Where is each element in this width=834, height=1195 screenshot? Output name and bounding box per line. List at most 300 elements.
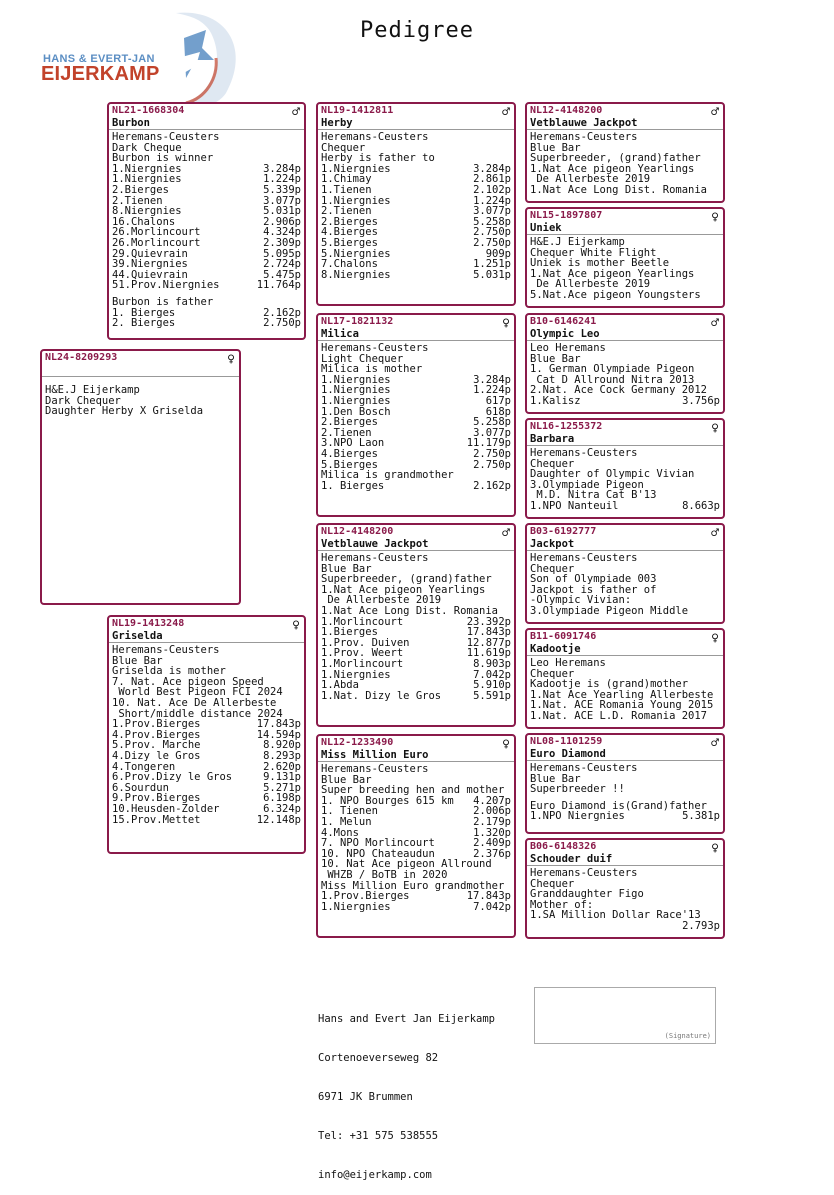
line-text: 39.Niergnies bbox=[112, 258, 188, 271]
female-symbol-icon: ♀ bbox=[711, 631, 719, 646]
ring-number: NL19-1412811 bbox=[321, 105, 394, 116]
pigeon-card bbox=[525, 207, 725, 308]
line-text: Chequer bbox=[530, 877, 575, 890]
male-symbol-icon: ♂ bbox=[711, 105, 719, 120]
line-text: World Best Pigeon FCI 2024 bbox=[112, 686, 283, 699]
line-text: H&E.J Eijerkamp bbox=[530, 236, 625, 248]
line-value: 8.903p bbox=[473, 657, 511, 670]
result-line bbox=[321, 606, 511, 617]
result-line bbox=[321, 902, 511, 913]
result-line bbox=[112, 185, 301, 196]
female-symbol-icon: ♀ bbox=[502, 316, 510, 331]
line-text: 1.Prov.Bierges bbox=[321, 890, 410, 903]
result-line bbox=[321, 553, 511, 564]
line-text: WHZB / BoTB in 2020 bbox=[321, 868, 448, 881]
contact-line: Hans and Evert Jan Eijerkamp bbox=[318, 1013, 496, 1025]
ring-number: NL24-8209293 bbox=[45, 352, 118, 363]
line-text: 1.Niergnies bbox=[321, 384, 391, 397]
line-text: 1.Prov.Bierges bbox=[112, 718, 201, 731]
line-text: 3.Olympiade Pigeon bbox=[530, 478, 644, 491]
line-text: Super breeding hen and mother bbox=[321, 784, 505, 797]
line-text: Heremans-Ceusters bbox=[530, 131, 638, 143]
line-text: 1.Morlincourt bbox=[321, 615, 404, 628]
line-text: 2.Tienen bbox=[321, 205, 372, 218]
pigeon-card bbox=[525, 313, 725, 414]
pigeon-name: Burbon bbox=[112, 117, 150, 129]
card-header bbox=[318, 525, 514, 551]
line-value: 2.750p bbox=[263, 317, 301, 330]
line-value: 5.475p bbox=[263, 268, 301, 281]
male-symbol-icon: ♂ bbox=[711, 316, 719, 331]
line-value: 2.724p bbox=[263, 258, 301, 271]
card-body bbox=[109, 130, 304, 331]
line-text: 15.Prov.Mettet bbox=[112, 813, 201, 826]
line-text: 5.Prov. Marche bbox=[112, 739, 201, 752]
line-text: Heremans-Ceusters bbox=[321, 342, 429, 354]
line-value: 1.224p bbox=[473, 384, 511, 397]
line-value: 2.750p bbox=[473, 458, 511, 471]
result-line bbox=[321, 238, 511, 249]
pigeon-name: Milica bbox=[321, 328, 359, 340]
card-body bbox=[527, 446, 723, 514]
line-text: 29.Quievrain bbox=[112, 247, 188, 260]
line-value: 5.381p bbox=[682, 810, 720, 823]
line-text: Son of Olympiade 003 bbox=[530, 573, 657, 586]
line-text: 1.SA Million Dollar Race'13 bbox=[530, 909, 701, 922]
line-text: 1.Niergnies bbox=[321, 900, 391, 913]
result-line bbox=[321, 185, 511, 196]
line-text: De Allerbeste 2019 bbox=[321, 594, 442, 607]
line-value: 618p bbox=[485, 405, 511, 418]
card-body bbox=[527, 130, 723, 198]
line-value: 2.179p bbox=[473, 815, 511, 828]
female-symbol-icon: ♀ bbox=[227, 352, 235, 367]
line-text: 2. Bierges bbox=[112, 317, 176, 330]
line-text: Light Chequer bbox=[321, 352, 404, 365]
pigeon-card bbox=[525, 418, 725, 519]
signature-label: (Signature) bbox=[664, 1032, 711, 1040]
line-text: 10. Nat. Ace De Allerbeste bbox=[112, 696, 277, 709]
card-body bbox=[318, 551, 514, 703]
female-symbol-icon: ♀ bbox=[292, 618, 300, 633]
line-value: 7.042p bbox=[473, 668, 511, 681]
pigeon-name: Herby bbox=[321, 117, 353, 129]
line-value: 12.148p bbox=[256, 813, 301, 826]
card-header bbox=[527, 420, 723, 446]
result-line bbox=[530, 343, 720, 354]
line-text: 1. NPO Bourges 615 km bbox=[321, 794, 454, 807]
line-value: 6.198p bbox=[263, 792, 301, 805]
line-value: 2.309p bbox=[263, 236, 301, 249]
line-value: 2.750p bbox=[473, 226, 511, 239]
line-text: Cat D Allround Nitra 2013 bbox=[530, 373, 695, 386]
card-body bbox=[318, 762, 514, 914]
line-text: Daughter Herby X Griselda bbox=[45, 405, 204, 418]
line-value: 5.271p bbox=[263, 781, 301, 794]
line-text: Blue Bar bbox=[530, 352, 581, 365]
line-text: 3.Olympiade Pigeon Middle bbox=[530, 604, 689, 617]
line-value: 2.793p bbox=[682, 919, 720, 932]
ring-number: NL12-1233490 bbox=[321, 737, 394, 748]
card-header bbox=[42, 351, 239, 377]
line-text: 1.Niergnies bbox=[112, 173, 182, 186]
result-line bbox=[530, 501, 720, 512]
result-line bbox=[530, 290, 720, 301]
result-line bbox=[112, 698, 301, 709]
line-text: 7. NPO Morlincourt bbox=[321, 837, 435, 850]
line-value: 2.409p bbox=[473, 837, 511, 850]
line-value: 5.095p bbox=[263, 247, 301, 260]
line-text: Herby is father to bbox=[321, 152, 435, 165]
line-value: 14.594p bbox=[256, 728, 301, 741]
pigeon-name: Olympic Leo bbox=[530, 328, 600, 340]
line-value: 1.224p bbox=[263, 173, 301, 186]
line-value: 3.284p bbox=[263, 162, 301, 175]
line-value: 2.861p bbox=[473, 173, 511, 186]
pigeon-card bbox=[525, 838, 725, 939]
result-line bbox=[530, 448, 720, 459]
line-text: Miss Million Euro grandmother bbox=[321, 879, 505, 892]
line-value: 3.284p bbox=[473, 373, 511, 386]
line-value: 4.207p bbox=[473, 794, 511, 807]
female-symbol-icon: ♀ bbox=[711, 841, 719, 856]
line-text: 2.Nat. Ace Cock Germany 2012 bbox=[530, 384, 708, 397]
male-symbol-icon: ♂ bbox=[502, 526, 510, 541]
line-text: 1.Nat Ace pigeon Yearlings bbox=[321, 583, 486, 596]
line-text: 1.Nat. ACE Romania Young 2015 bbox=[530, 699, 714, 712]
result-line bbox=[45, 385, 236, 396]
line-text: Blue Bar bbox=[321, 773, 372, 786]
line-text: Dark Cheque bbox=[112, 141, 182, 154]
line-value: 1.251p bbox=[473, 258, 511, 271]
contact-line: info@eijerkamp.com bbox=[318, 1169, 432, 1181]
female-symbol-icon: ♀ bbox=[711, 210, 719, 225]
line-text: 1.Tienen bbox=[321, 183, 372, 196]
result-line bbox=[530, 606, 720, 617]
line-text: Short/middle distance 2024 bbox=[112, 707, 283, 720]
line-text: 5.Nat.Ace pigeon Youngsters bbox=[530, 288, 701, 301]
line-value: 2.906p bbox=[263, 215, 301, 228]
line-text: -Olympic Vivian: bbox=[530, 594, 632, 607]
card-header bbox=[527, 104, 723, 130]
line-text: Chequer White Flight bbox=[530, 246, 657, 259]
line-text: 1.Chimay bbox=[321, 173, 372, 186]
line-text: 4.Bierges bbox=[321, 226, 378, 239]
card-body bbox=[527, 761, 723, 824]
result-line bbox=[112, 280, 301, 291]
line-text: 7.Chalons bbox=[321, 258, 378, 271]
line-value: 17.843p bbox=[466, 890, 511, 903]
result-line bbox=[112, 132, 301, 143]
card-body bbox=[318, 130, 514, 282]
line-text: 1. Bierges bbox=[321, 479, 385, 492]
line-text: 10. NPO Chateaudun bbox=[321, 847, 435, 860]
line-value: 8.663p bbox=[682, 499, 720, 512]
result-line bbox=[321, 817, 511, 828]
line-text: Chequer bbox=[530, 667, 575, 680]
line-value: 2.376p bbox=[473, 847, 511, 860]
line-text: Heremans-Ceusters bbox=[321, 763, 429, 775]
line-text: De Allerbeste 2019 bbox=[530, 278, 651, 291]
male-symbol-icon: ♂ bbox=[502, 105, 510, 120]
line-value: 8.293p bbox=[263, 749, 301, 762]
line-text: 26.Morlincourt bbox=[112, 236, 201, 249]
result-line bbox=[321, 481, 511, 492]
line-value: 17.843p bbox=[466, 626, 511, 639]
result-line bbox=[530, 711, 720, 722]
result-line bbox=[530, 784, 720, 795]
line-text: Uniek is mother Beetle bbox=[530, 257, 670, 270]
line-text: 4.Dizy le Gros bbox=[112, 749, 201, 762]
line-text: 1.Kalisz bbox=[530, 394, 581, 407]
line-text: Blue Bar bbox=[530, 141, 581, 154]
line-text: 5.Bierges bbox=[321, 236, 378, 249]
line-value: 909p bbox=[485, 247, 511, 260]
card-body bbox=[527, 235, 723, 303]
line-value: 11.179p bbox=[466, 437, 511, 450]
line-text: Leo Heremans bbox=[530, 657, 606, 669]
line-text: 1.Abda bbox=[321, 679, 359, 692]
card-header bbox=[527, 840, 723, 866]
pigeon-card bbox=[107, 615, 306, 854]
pigeon-card bbox=[316, 523, 516, 727]
line-text: Heremans-Ceusters bbox=[321, 552, 429, 564]
line-value: 5.339p bbox=[263, 183, 301, 196]
card-body bbox=[42, 377, 239, 419]
line-text: 1.NPO Niergnies bbox=[530, 810, 625, 823]
result-line bbox=[530, 658, 720, 669]
pigeon-card bbox=[525, 523, 725, 624]
line-text: 1.Niergnies bbox=[321, 373, 391, 386]
ring-number: B10-6146241 bbox=[530, 316, 597, 327]
line-text: 8.Niergnies bbox=[321, 268, 391, 281]
line-text: 16.Chalons bbox=[112, 215, 176, 228]
logo-main-text: EIJERKAMP bbox=[41, 63, 160, 85]
card-header bbox=[527, 525, 723, 551]
result-line bbox=[321, 764, 511, 775]
ring-number: B03-6192777 bbox=[530, 526, 597, 537]
logo bbox=[38, 8, 218, 104]
result-line bbox=[45, 406, 236, 417]
result-line bbox=[321, 396, 511, 407]
pigeon-card bbox=[316, 313, 516, 517]
line-value: 1.320p bbox=[473, 826, 511, 839]
line-text: 2.Bierges bbox=[112, 183, 169, 196]
card-body bbox=[318, 341, 514, 493]
line-text: Superbreeder, (grand)father bbox=[530, 152, 701, 165]
line-text: Milica is grandmother bbox=[321, 469, 454, 482]
pigeon-name: Miss Million Euro bbox=[321, 749, 429, 761]
line-text: 1.Prov. Weert bbox=[321, 647, 404, 660]
line-text: 1.Niergnies bbox=[321, 194, 391, 207]
line-value: 5.910p bbox=[473, 679, 511, 692]
line-text: 1.Nat. ACE L.D. Romania 2017 bbox=[530, 709, 708, 722]
ring-number: B06-6148326 bbox=[530, 841, 597, 852]
line-text: 9.Prov.Bierges bbox=[112, 792, 201, 805]
line-text: 4.Prov.Bierges bbox=[112, 728, 201, 741]
line-text: 4.Tongeren bbox=[112, 760, 176, 773]
line-value: 7.042p bbox=[473, 900, 511, 913]
result-line bbox=[530, 185, 720, 196]
result-line bbox=[321, 691, 511, 702]
card-header bbox=[109, 104, 304, 130]
line-text: Griselda is mother bbox=[112, 665, 226, 678]
line-text: 5.Niergnies bbox=[321, 247, 391, 260]
card-header bbox=[527, 315, 723, 341]
pigeon-name: Griselda bbox=[112, 630, 163, 642]
line-value: 11.764p bbox=[256, 279, 301, 292]
line-text: 1. Bierges bbox=[112, 306, 176, 319]
line-text: 1.Den Bosch bbox=[321, 405, 391, 418]
result-line bbox=[530, 396, 720, 407]
line-text: Burbon is winner bbox=[112, 152, 214, 165]
line-text: 4.Mons bbox=[321, 826, 359, 839]
line-value: 3.284p bbox=[473, 162, 511, 175]
line-text: 4.Bierges bbox=[321, 447, 378, 460]
pigeon-name: Schouder duif bbox=[530, 853, 613, 865]
line-value: 3.077p bbox=[473, 426, 511, 439]
signature-box[interactable] bbox=[534, 987, 716, 1044]
pigeon-card bbox=[525, 628, 725, 729]
line-text: 1.Nat Ace pigeon Yearlings bbox=[530, 267, 695, 280]
ring-number: NL08-1101259 bbox=[530, 736, 603, 747]
line-value: 5.258p bbox=[473, 215, 511, 228]
line-value: 1.224p bbox=[473, 194, 511, 207]
line-text: Jackpot is father of bbox=[530, 583, 657, 596]
line-text: 1.Nat Ace Long Dist. Romania bbox=[321, 604, 499, 617]
line-text: Heremans-Ceusters bbox=[530, 762, 638, 774]
line-text: Milica is mother bbox=[321, 363, 423, 376]
line-text: 2.Tienen bbox=[112, 194, 163, 207]
result-line bbox=[112, 751, 301, 762]
line-value: 2.006p bbox=[473, 805, 511, 818]
ring-number: NL12-4148200 bbox=[321, 526, 394, 537]
line-text: 1.Niergnies bbox=[321, 162, 391, 175]
line-value: 5.031p bbox=[473, 268, 511, 281]
line-text: De Allerbeste 2019 bbox=[530, 173, 651, 186]
line-text: 8.Niergnies bbox=[112, 205, 182, 218]
line-text: 26.Morlincourt bbox=[112, 226, 201, 239]
result-line bbox=[530, 237, 720, 248]
card-body bbox=[527, 866, 723, 934]
pigeon-card bbox=[525, 733, 725, 834]
result-line bbox=[321, 659, 511, 670]
line-value: 9.131p bbox=[263, 771, 301, 784]
line-text: Heremans-Ceusters bbox=[112, 644, 220, 656]
card-header bbox=[527, 209, 723, 235]
line-text: 2.Bierges bbox=[321, 416, 378, 429]
result-line bbox=[530, 811, 720, 822]
line-value: 11.619p bbox=[466, 647, 511, 660]
result-line bbox=[112, 297, 301, 308]
line-text: Kadootje is (grand)mother bbox=[530, 678, 689, 691]
line-text: Chequer bbox=[530, 457, 575, 470]
line-value: 17.843p bbox=[256, 718, 301, 731]
line-text: 51.Prov.Niergnies bbox=[112, 279, 220, 292]
ring-number: NL16-1255372 bbox=[530, 421, 603, 432]
result-line bbox=[530, 763, 720, 774]
line-text: H&E.J Eijerkamp bbox=[45, 384, 140, 396]
result-line bbox=[321, 449, 511, 460]
result-line bbox=[112, 815, 301, 826]
line-value: 5.591p bbox=[473, 689, 511, 702]
line-text: 1.Bierges bbox=[321, 626, 378, 639]
result-line bbox=[112, 238, 301, 249]
line-value: 2.750p bbox=[473, 447, 511, 460]
card-header bbox=[527, 735, 723, 761]
line-value: 5.258p bbox=[473, 416, 511, 429]
ring-number: NL17-1821132 bbox=[321, 316, 394, 327]
pigeon-card bbox=[316, 102, 516, 306]
card-header bbox=[318, 736, 514, 762]
line-text: 1. German Olympiade Pigeon bbox=[530, 363, 695, 376]
result-line bbox=[321, 270, 511, 281]
male-symbol-icon: ♂ bbox=[711, 736, 719, 751]
result-line bbox=[321, 132, 511, 143]
line-value: 6.324p bbox=[263, 802, 301, 815]
pigeon-name: Jackpot bbox=[530, 538, 575, 550]
card-header bbox=[318, 315, 514, 341]
card-header bbox=[109, 617, 304, 643]
line-text: 1.Nat. Dizy le Gros bbox=[321, 689, 442, 702]
line-text: 2.Bierges bbox=[321, 215, 378, 228]
line-text: 1.Prov. Duiven bbox=[321, 636, 410, 649]
line-text: 3.NPO Laon bbox=[321, 437, 385, 450]
line-value: 2.620p bbox=[263, 760, 301, 773]
line-text: Heremans-Ceusters bbox=[112, 131, 220, 143]
result-line bbox=[530, 132, 720, 143]
pigeon-card bbox=[316, 734, 516, 938]
line-text: 5.Bierges bbox=[321, 458, 378, 471]
result-line bbox=[112, 804, 301, 815]
result-line bbox=[321, 343, 511, 354]
line-text: Burbon is father bbox=[112, 295, 214, 308]
line-text: Euro Diamond is(Grand)father bbox=[530, 799, 708, 812]
pigeon-name: Vetblauwe Jackpot bbox=[321, 538, 429, 550]
logo-top-text: HANS & EVERT-JAN bbox=[43, 53, 155, 65]
line-text: 1.Nat Ace Long Dist. Romania bbox=[530, 183, 708, 196]
ring-number: NL21-1668304 bbox=[112, 105, 185, 116]
line-value: 2.102p bbox=[473, 183, 511, 196]
line-text: 6.Prov.Dizy le Gros bbox=[112, 771, 233, 784]
pigeon-name: Kadootje bbox=[530, 643, 581, 655]
line-text: 1.Nat Ace Yearling Allerbeste bbox=[530, 688, 714, 701]
card-body bbox=[109, 643, 304, 827]
line-text: Granddaughter Figo bbox=[530, 888, 644, 901]
line-text: 2.Tienen bbox=[321, 426, 372, 439]
line-text: 1.Niergnies bbox=[112, 162, 182, 175]
female-symbol-icon: ♀ bbox=[502, 737, 510, 752]
line-text: Heremans-Ceusters bbox=[530, 552, 638, 564]
line-text: 1.Morlincourt bbox=[321, 657, 404, 670]
pigeon-name: Vetblauwe Jackpot bbox=[530, 117, 638, 129]
card-body bbox=[527, 551, 723, 619]
line-text: Blue Bar bbox=[530, 772, 581, 785]
line-text: 1.Niergnies bbox=[321, 394, 391, 407]
card-header bbox=[527, 630, 723, 656]
result-line bbox=[321, 870, 511, 881]
ring-number: B11-6091746 bbox=[530, 631, 597, 642]
ring-number: NL19-1413248 bbox=[112, 618, 185, 629]
line-text: 10.Heusden-Zolder bbox=[112, 802, 220, 815]
contact-line: Tel: +31 575 538555 bbox=[318, 1130, 439, 1142]
line-text: 7. Nat. Ace pigeon Speed bbox=[112, 675, 264, 688]
pigeon-name: Barbara bbox=[530, 433, 575, 445]
line-value: 8.920p bbox=[263, 739, 301, 752]
card-body bbox=[527, 656, 723, 724]
line-text: 1. Tienen bbox=[321, 805, 378, 818]
line-text: 6.Sourdun bbox=[112, 781, 169, 794]
